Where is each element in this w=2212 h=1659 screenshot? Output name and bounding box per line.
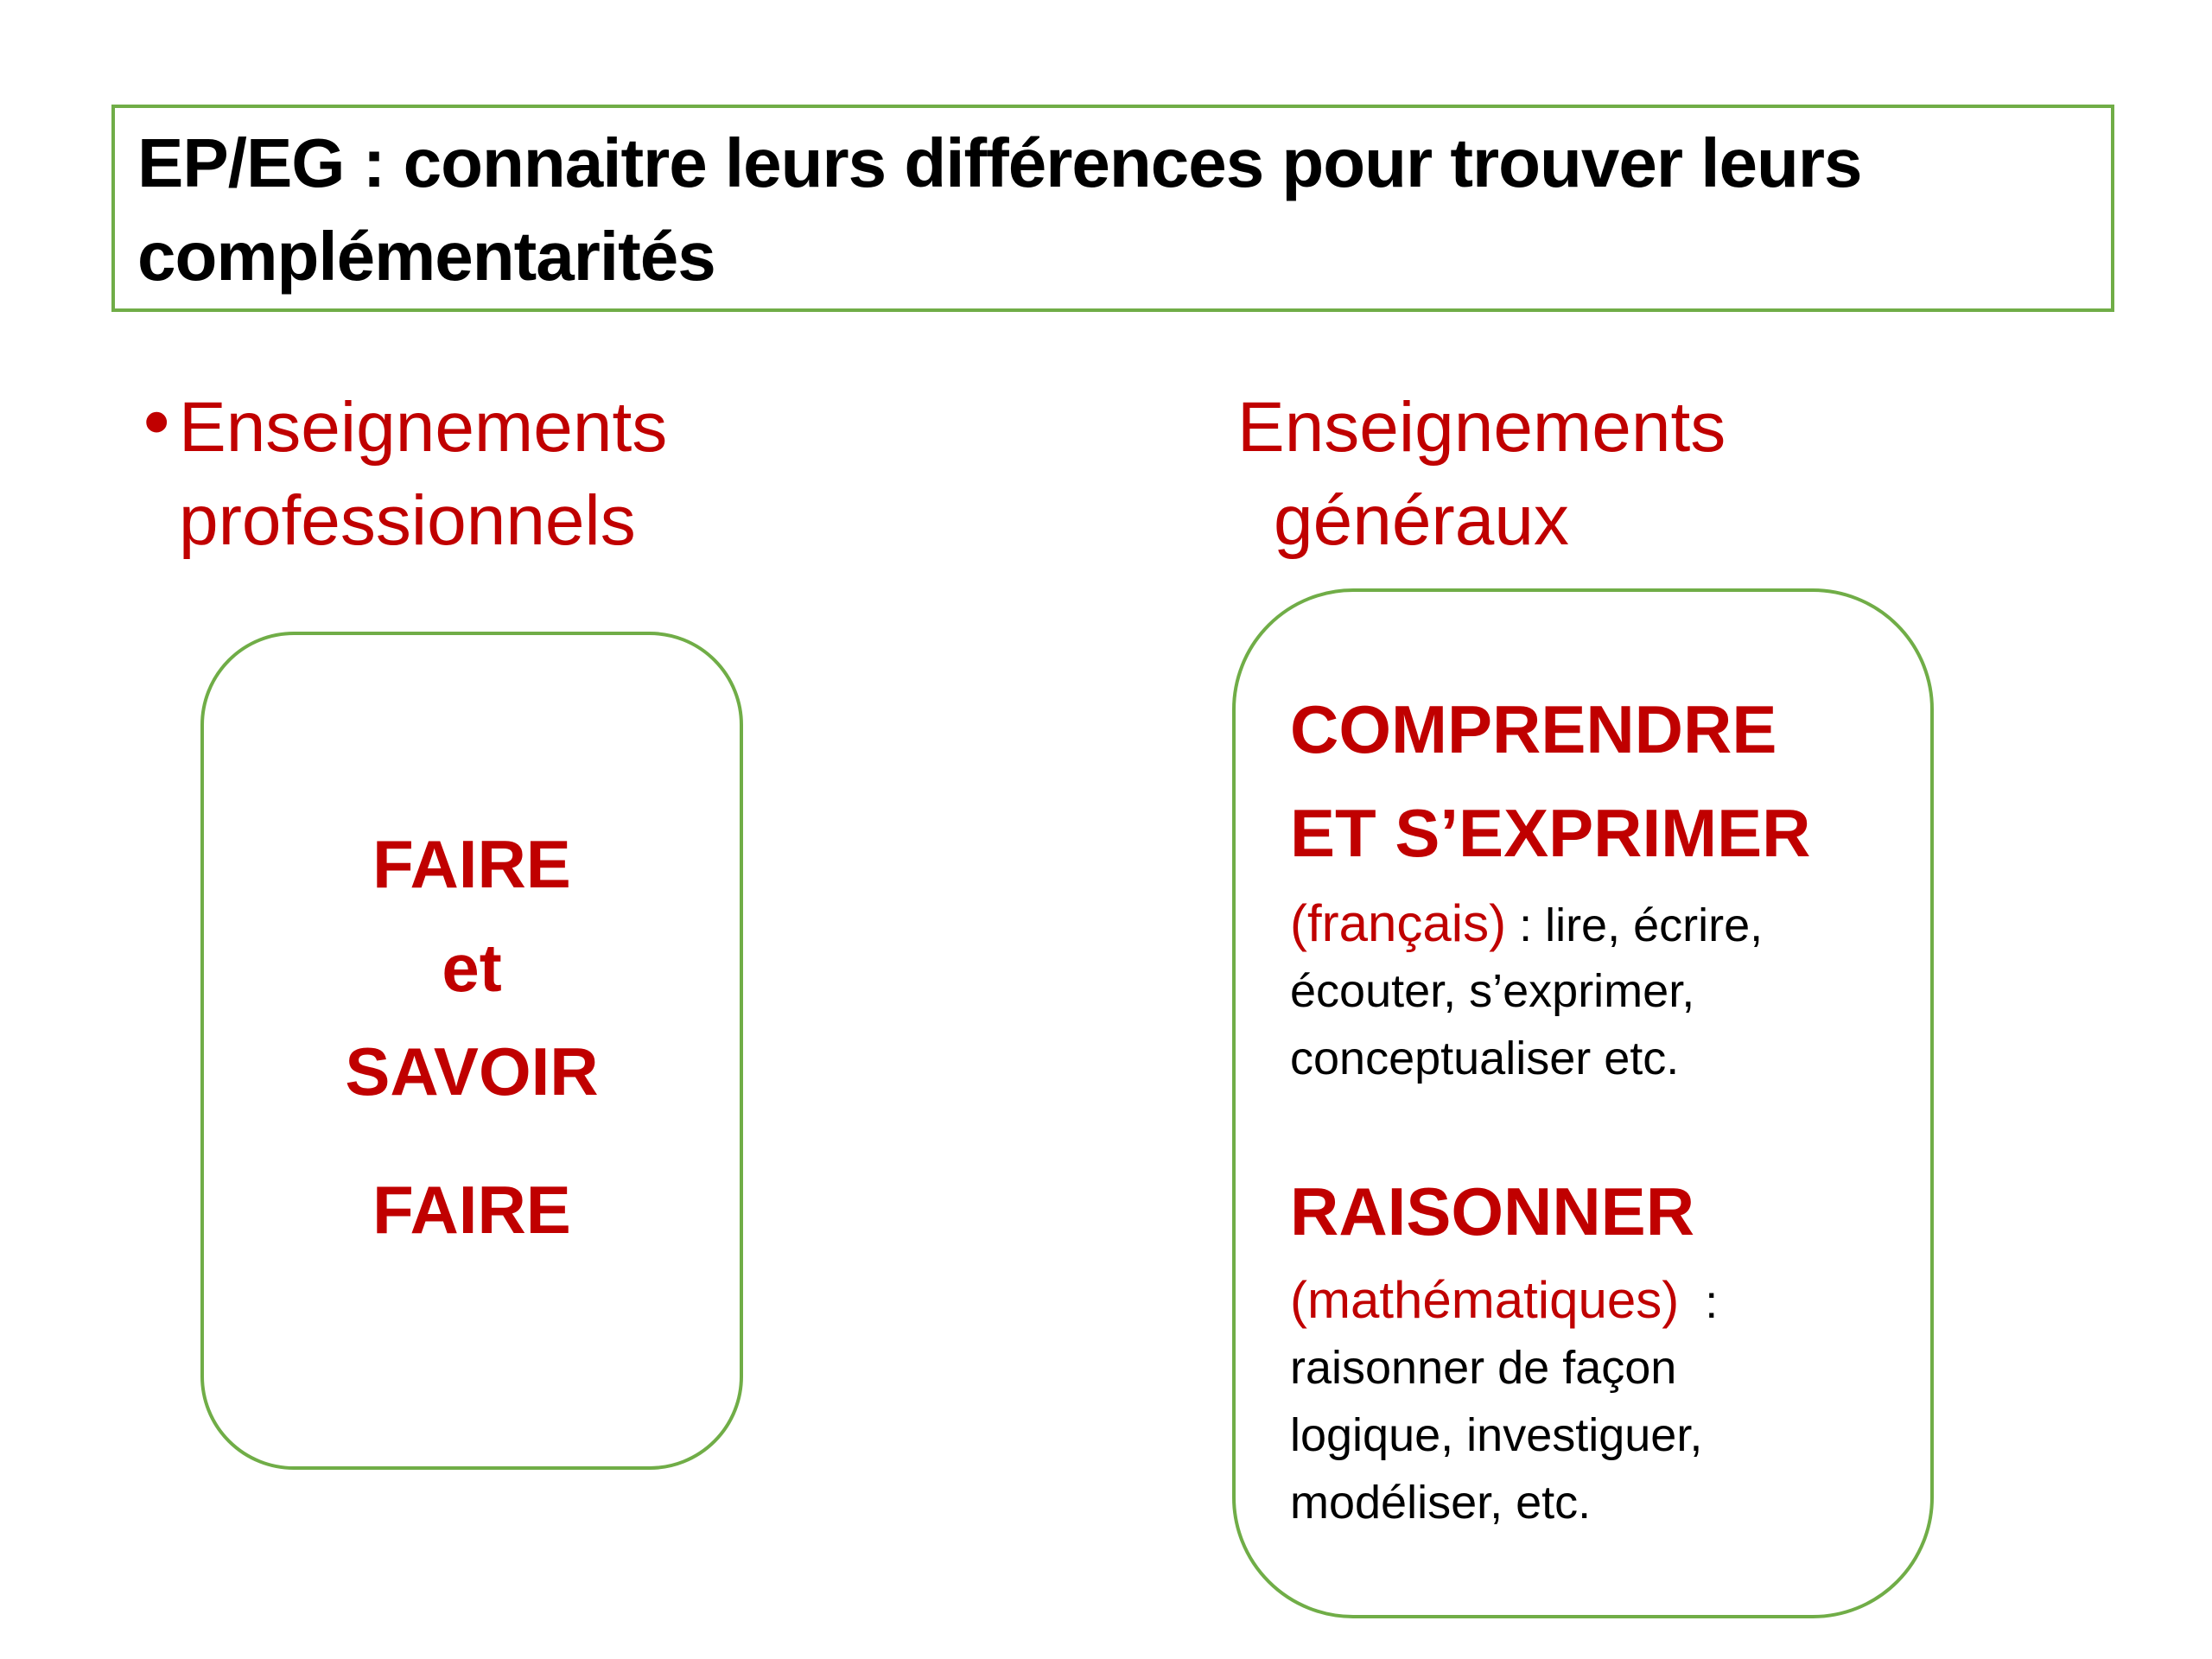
right-heading-line-1: Enseignements — [1237, 388, 1726, 467]
section-comprendre-title-line-2: ET S’EXPRIMER — [1290, 795, 1811, 871]
left-box-line-faire: FAIRE — [372, 826, 571, 902]
section-comprendre-title-line-1: COMPRENDRE — [1290, 691, 1777, 767]
subject-suffix: : — [1679, 1276, 1719, 1328]
slide-title-line-1: EP/EG : connaitre leurs différences pour trouver leurs — [137, 124, 1862, 201]
section-raisonner-title: RAISONNER — [1290, 1173, 1695, 1249]
left-heading-line-2: professionnels — [179, 481, 636, 560]
section-comprendre-desc-line-3: conceptualiser etc. — [1290, 1033, 1680, 1084]
section-comprendre-desc-1: : lire, écrire, — [1506, 899, 1764, 951]
section-comprendre-desc-line-1 — [1290, 890, 1763, 959]
section-raisonner-subject-line — [1290, 1267, 1718, 1336]
subject-mathematiques: (mathématiques) — [1290, 1271, 1680, 1329]
left-box-line-savoir: SAVOIR — [345, 1033, 599, 1109]
section-raisonner-desc-line-1: raisonner de façon — [1290, 1342, 1677, 1394]
bullet-icon: • — [136, 384, 178, 466]
title-box — [111, 105, 2114, 312]
left-heading-line-1: Enseignements — [179, 388, 668, 467]
left-box-line-faire-2: FAIRE — [372, 1172, 571, 1248]
subject-francais: (français) — [1290, 894, 1507, 952]
left-heading — [179, 381, 667, 568]
right-heading-line-2: généraux — [1274, 481, 1569, 560]
section-raisonner-desc-line-3: modéliser, etc. — [1290, 1477, 1592, 1529]
slide-title-line-2: complémentarités — [137, 218, 715, 295]
left-box-line-et: et — [442, 930, 502, 1006]
section-raisonner-desc-line-2: logique, investiguer, — [1290, 1409, 1703, 1461]
section-comprendre-desc-line-2: écouter, s’exprimer, — [1290, 965, 1695, 1017]
